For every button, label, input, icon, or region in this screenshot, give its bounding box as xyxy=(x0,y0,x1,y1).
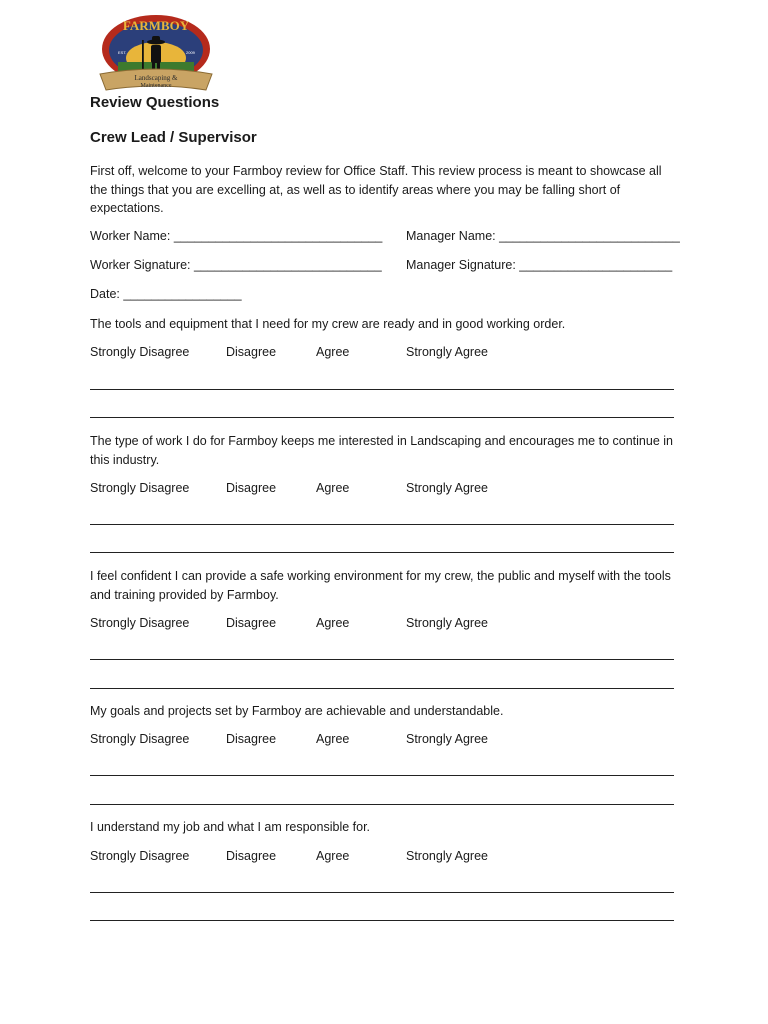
answer-line[interactable] xyxy=(90,552,674,553)
answer-line[interactable] xyxy=(90,804,674,805)
date-field[interactable]: Date: _________________ xyxy=(90,287,242,301)
logo-year: 2009 xyxy=(186,50,195,55)
worker-name-field[interactable]: Worker Name: ______________________________ xyxy=(90,229,383,243)
answer-line[interactable] xyxy=(90,659,674,660)
answer-line[interactable] xyxy=(90,775,674,776)
answer-line[interactable] xyxy=(90,920,674,921)
page-subtitle: Crew Lead / Supervisor xyxy=(90,129,257,146)
logo-tagline-1: Landscaping & xyxy=(134,74,178,82)
question-1: The tools and equipment that I need for my crew are ready and in good working order. xyxy=(90,317,566,331)
option-disagree[interactable]: Disagree xyxy=(226,849,277,863)
farmboy-logo xyxy=(94,12,218,92)
question-4: My goals and projects set by Farmboy are achievable and understandable. xyxy=(90,704,504,718)
question-3: I feel confident I can provide a safe working environment for my crew, the public and myself with the tools and training provided by Farmboy. xyxy=(90,569,671,602)
answer-line[interactable] xyxy=(90,389,674,390)
answer-line[interactable] xyxy=(90,417,674,418)
question-5: I understand my job and what I am responsible for. xyxy=(90,820,371,834)
worker-signature-field[interactable]: Worker Signature: ___________________________ xyxy=(90,258,382,272)
logo-tagline-2: Maintenance xyxy=(140,83,172,89)
option-strongly-disagree[interactable]: Strongly Disagree xyxy=(90,481,190,495)
rating-scale-1 xyxy=(90,345,678,361)
option-agree[interactable]: Agree xyxy=(316,345,350,359)
option-strongly-disagree[interactable]: Strongly Disagree xyxy=(90,616,190,630)
option-disagree[interactable]: Disagree xyxy=(226,732,277,746)
option-disagree[interactable]: Disagree xyxy=(226,481,277,495)
option-agree[interactable]: Agree xyxy=(316,616,350,630)
option-agree[interactable]: Agree xyxy=(316,481,350,495)
option-strongly-agree[interactable]: Strongly Agree xyxy=(406,481,488,495)
rating-scale-5 xyxy=(90,849,678,865)
option-strongly-disagree[interactable]: Strongly Disagree xyxy=(90,732,190,746)
rating-scale-4 xyxy=(90,732,678,748)
option-strongly-agree[interactable]: Strongly Agree xyxy=(406,732,488,746)
intro-paragraph: First off, welcome to your Farmboy review for Office Staff. This review process is meant to showcase all the things that you are excelling at, as well as to identify areas where you may be falling short of expectations. xyxy=(90,164,662,215)
option-strongly-agree[interactable]: Strongly Agree xyxy=(406,849,488,863)
answer-line[interactable] xyxy=(90,524,674,525)
page-title: Review Questions xyxy=(90,94,220,111)
option-strongly-agree[interactable]: Strongly Agree xyxy=(406,345,488,359)
answer-line[interactable] xyxy=(90,892,674,893)
option-strongly-disagree[interactable]: Strongly Disagree xyxy=(90,345,190,359)
question-2: The type of work I do for Farmboy keeps me interested in Landscaping and encourages me to continue in this industry. xyxy=(90,434,673,467)
option-strongly-agree[interactable]: Strongly Agree xyxy=(406,616,488,630)
option-agree[interactable]: Agree xyxy=(316,732,350,746)
option-strongly-disagree[interactable]: Strongly Disagree xyxy=(90,849,190,863)
rating-scale-2 xyxy=(90,481,678,497)
option-disagree[interactable]: Disagree xyxy=(226,616,277,630)
option-disagree[interactable]: Disagree xyxy=(226,345,277,359)
logo-brand: FARMBOY xyxy=(122,18,190,33)
rating-scale-3 xyxy=(90,616,678,632)
manager-signature-field[interactable]: Manager Signature: ______________________ xyxy=(406,258,673,272)
manager-name-field[interactable]: Manager Name: __________________________ xyxy=(406,229,680,243)
answer-line[interactable] xyxy=(90,688,674,689)
logo-est: EST. xyxy=(118,50,127,55)
option-agree[interactable]: Agree xyxy=(316,849,350,863)
